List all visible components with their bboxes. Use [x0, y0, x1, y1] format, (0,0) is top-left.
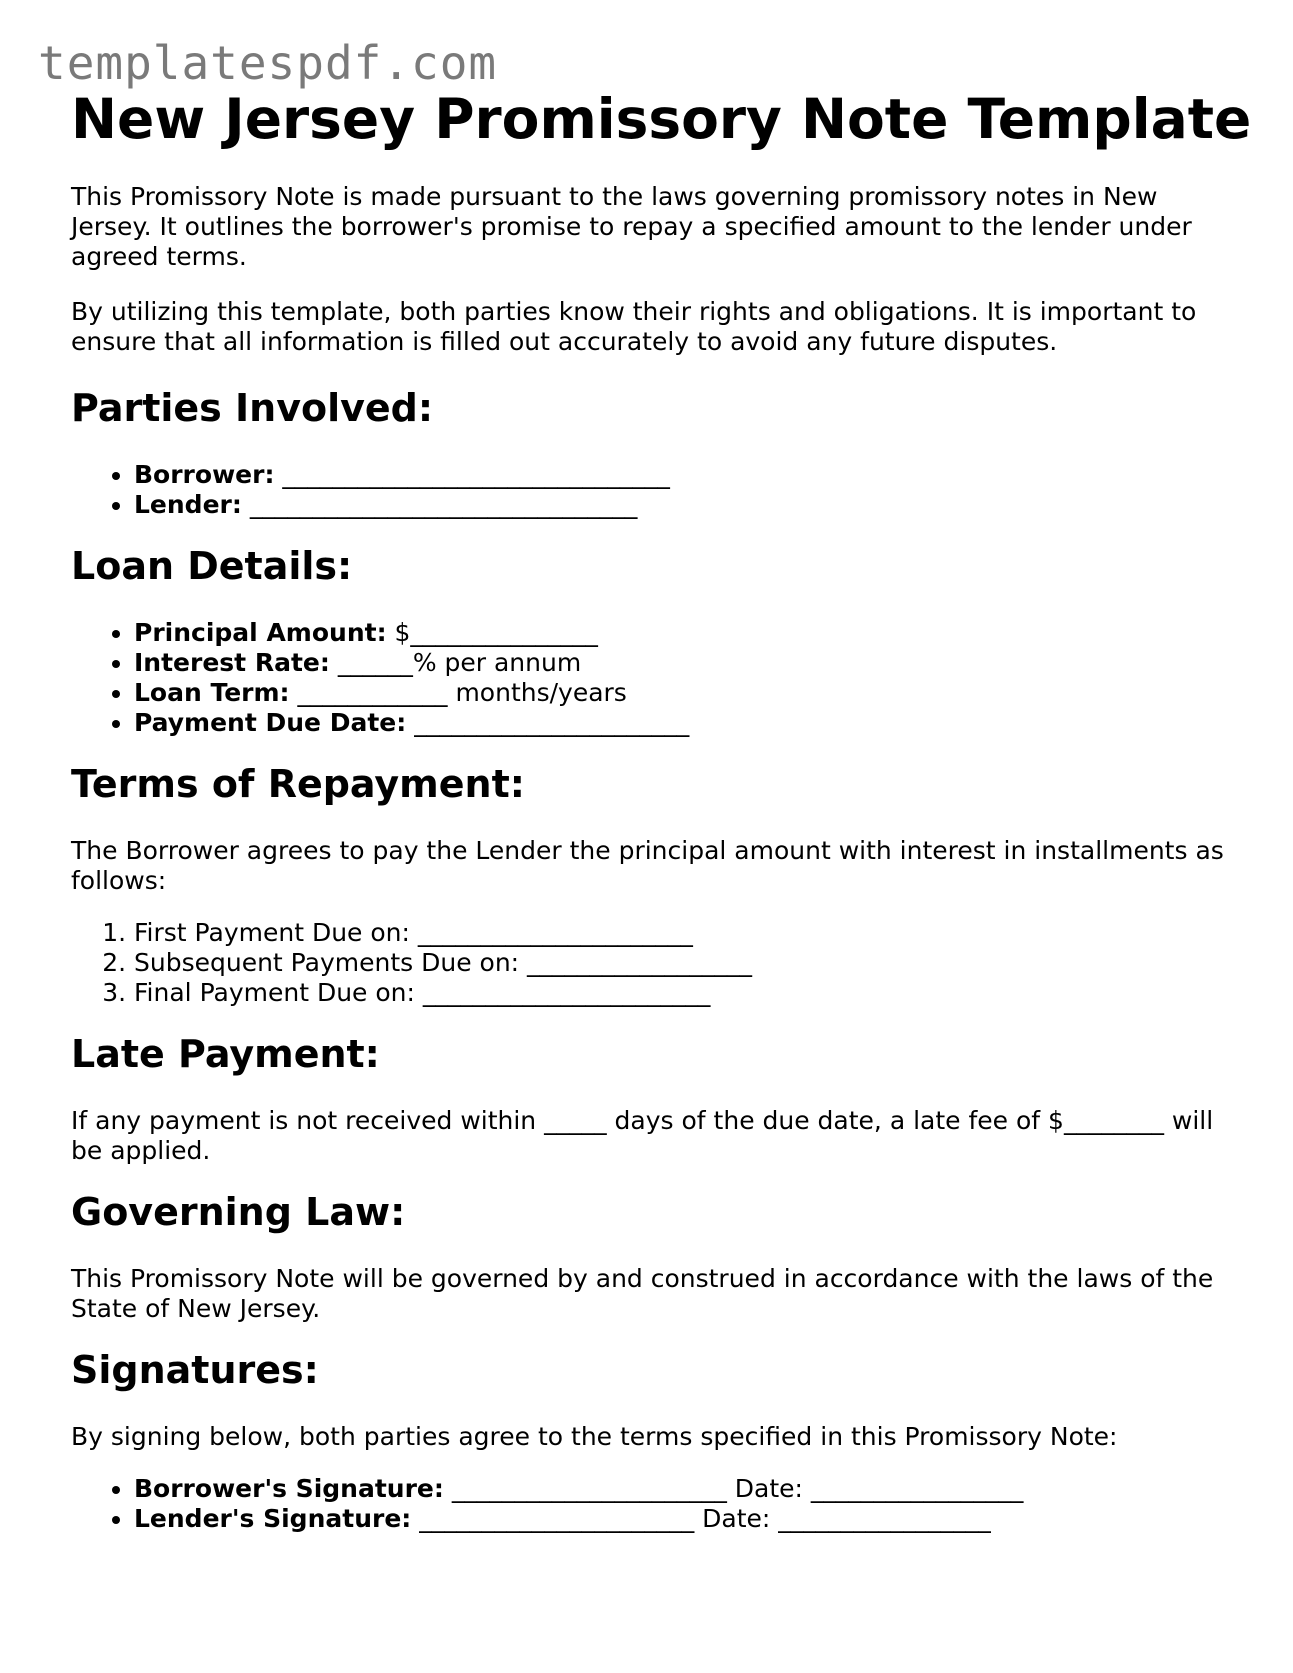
law-heading: Governing Law: [71, 1190, 406, 1234]
parties-list [71, 460, 1231, 520]
list-item [134, 678, 1231, 708]
interest-blank[interactable]: ______% per annum [337, 648, 582, 677]
signatures-list [71, 1474, 1231, 1534]
principal-blank[interactable]: $_______________ [394, 618, 598, 647]
repayment-heading: Terms of Repayment: [71, 762, 525, 806]
borrower-label: Borrower: [134, 460, 275, 489]
list-item [134, 648, 1231, 678]
page-title: New Jersey Promissory Note Template [71, 87, 1252, 151]
interest-label: Interest Rate: [134, 648, 330, 677]
list-item [134, 1474, 1231, 1504]
due-date-label: Payment Due Date: [134, 708, 407, 737]
document-page [71, 86, 1252, 1534]
list-item [134, 708, 1231, 738]
borrower-blank[interactable]: _______________________________ [282, 460, 670, 489]
list-item [134, 490, 1231, 520]
watermark: templatespdf.com [38, 36, 498, 90]
due-date-blank[interactable]: ______________________ [414, 708, 690, 737]
term-blank[interactable]: ____________ months/years [297, 678, 627, 707]
borrower-signature-label: Borrower's Signature: [134, 1474, 444, 1503]
term-label: Loan Term: [134, 678, 290, 707]
intro-paragraph-2: By utilizing this template, both parties know their rights and obligations. It is important to ensure that all information is filled out accurately to avoid any future disputes. [71, 297, 1197, 356]
list-item [134, 460, 1231, 490]
late-text: If any payment is not received within _____ days of the due date, a late fee of $________ will be applied. [71, 1106, 1214, 1165]
parties-heading: Parties Involved: [71, 386, 434, 430]
repayment-list [71, 918, 1231, 1008]
signatures-heading: Signatures: [71, 1348, 319, 1392]
lender-signature-blank[interactable]: ______________________ Date: _________________ [419, 1504, 991, 1533]
principal-label: Principal Amount: [134, 618, 387, 647]
law-text: This Promissory Note will be governed by and construed in accordance with the laws of the State of New Jersey. [71, 1264, 1214, 1323]
loan-heading: Loan Details: [71, 544, 353, 588]
list-item[interactable]: 2. Subsequent Payments Due on: __________________ [134, 948, 1231, 978]
list-item [134, 1504, 1231, 1534]
lender-blank[interactable]: _______________________________ [249, 490, 638, 519]
list-item[interactable]: 3. Final Payment Due on: _______________________ [134, 978, 1231, 1008]
intro-paragraph-1: This Promissory Note is made pursuant to the laws governing promissory notes in New Jersey. It outlines the borrower's promise to repay a specified amount to the lender under agreed terms. [71, 182, 1192, 271]
lender-label: Lender: [134, 490, 242, 519]
list-item[interactable]: 1. First Payment Due on: ______________________ [134, 918, 1231, 948]
signatures-text: By signing below, both parties agree to the terms specified in this Promissory Note: [71, 1422, 1118, 1451]
loan-list [71, 618, 1231, 738]
list-item [134, 618, 1231, 648]
late-heading: Late Payment: [71, 1032, 380, 1076]
borrower-signature-blank[interactable]: ______________________ Date: _________________ [451, 1474, 1024, 1503]
lender-signature-label: Lender's Signature: [134, 1504, 412, 1533]
repayment-text: The Borrower agrees to pay the Lender the principal amount with interest in installments as follows: [71, 836, 1224, 895]
